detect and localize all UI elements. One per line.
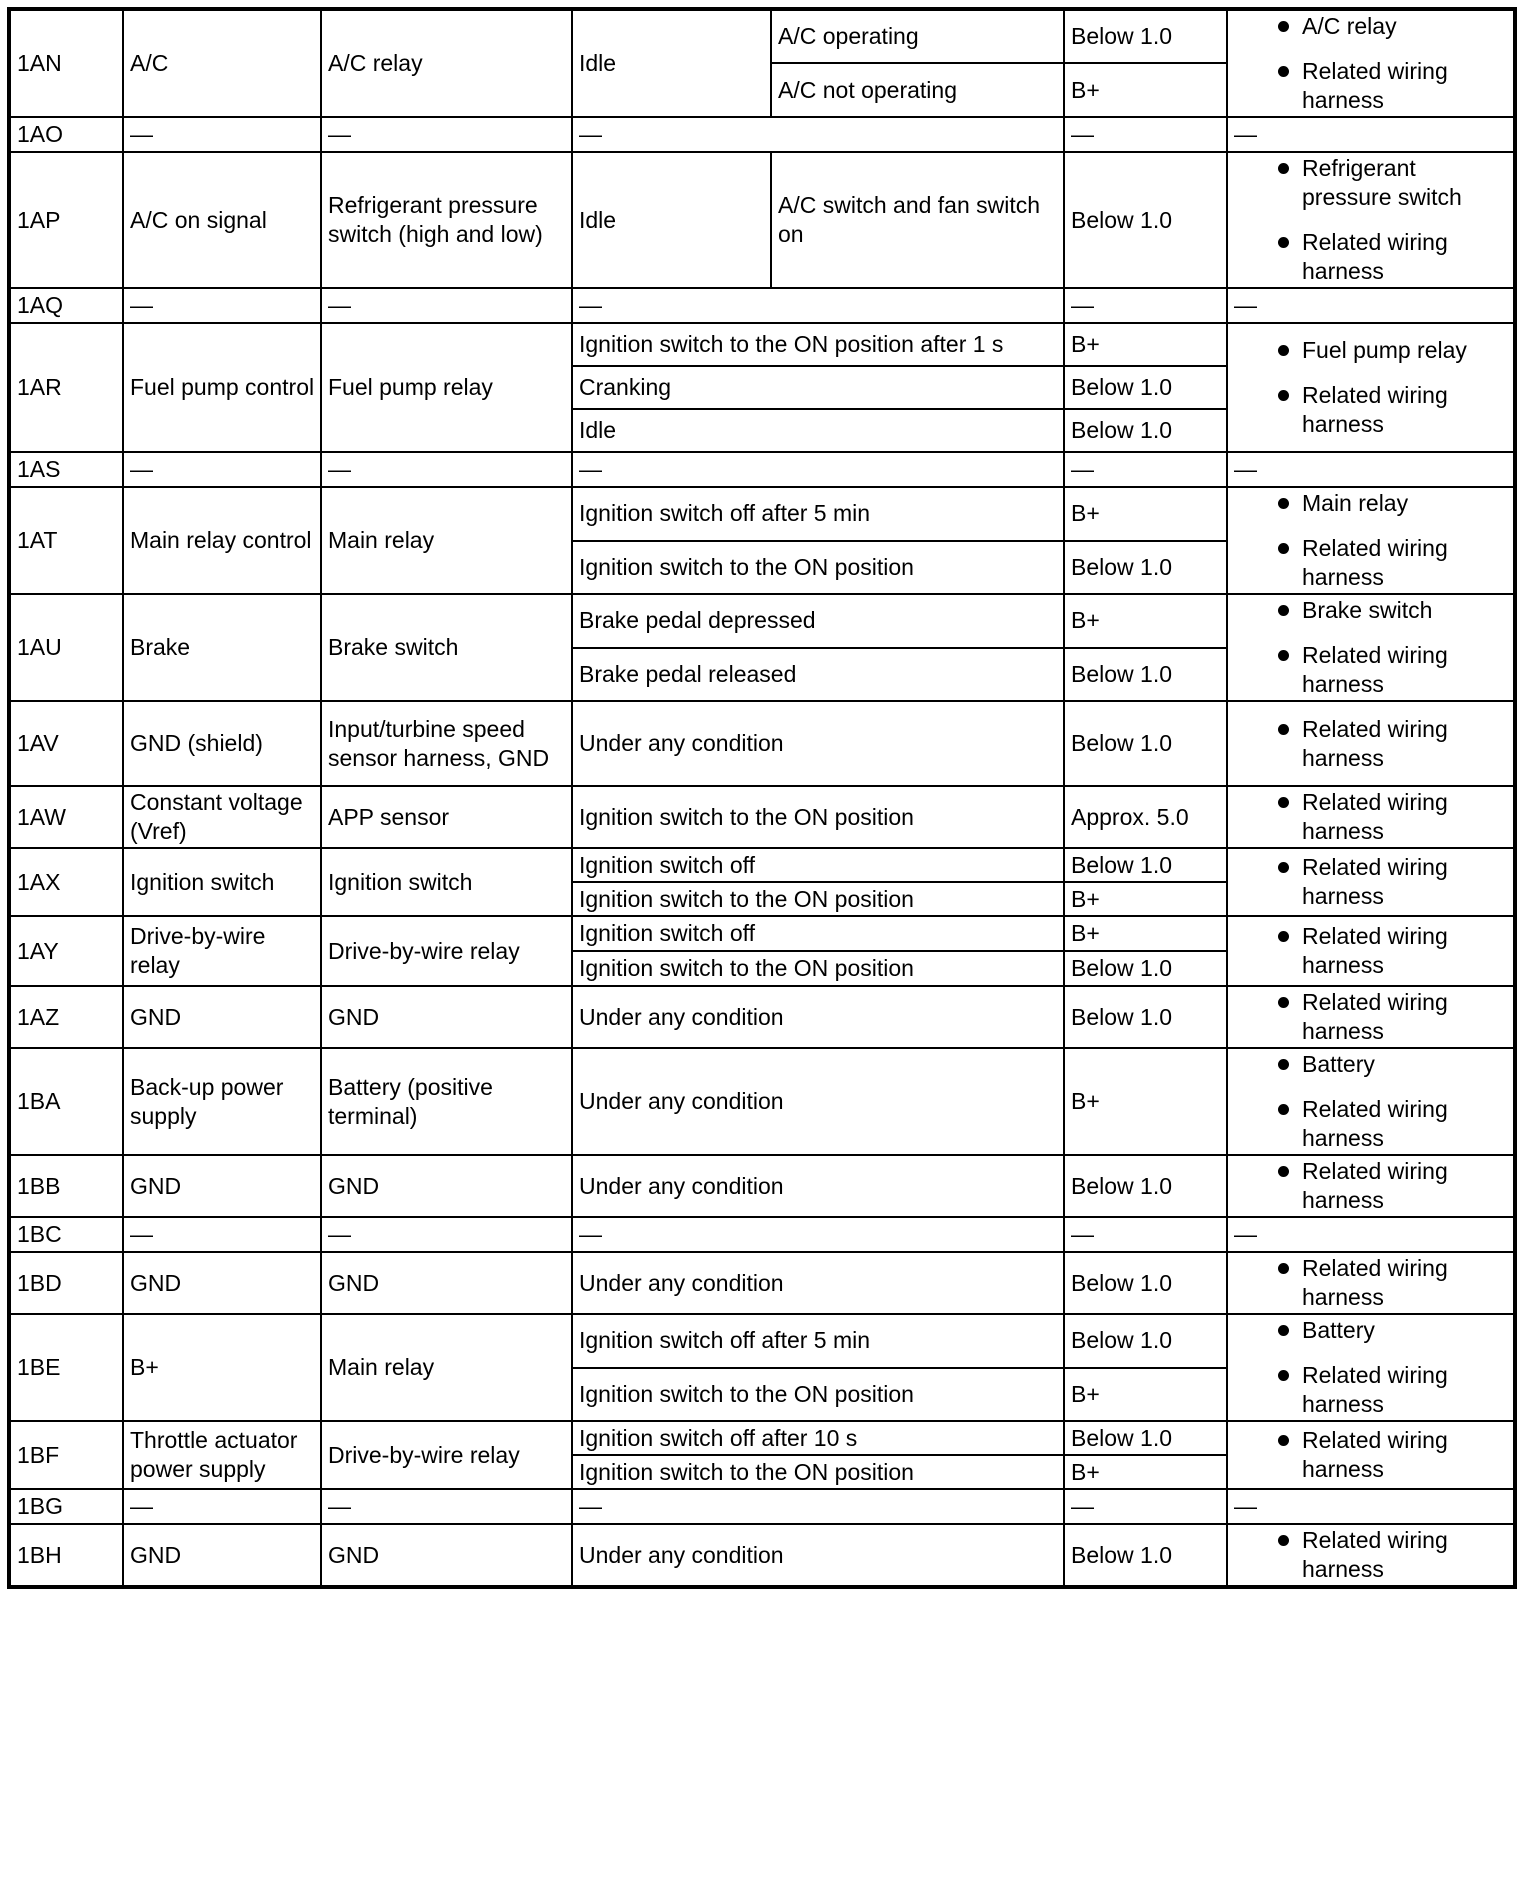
connected-to-cell: Input/turbine speed sensor harness, GND <box>321 701 572 786</box>
voltage-cell: B+ <box>1064 487 1227 541</box>
condition-cell: A/C not operating <box>771 63 1064 117</box>
inspection-item-cell <box>1227 1155 1515 1217</box>
condition-cell: Brake pedal depressed <box>572 594 1064 648</box>
connected-cell-empty: — <box>321 288 572 323</box>
terminal-cell: 1BF <box>9 1421 123 1489</box>
voltage-cell: Below 1.0 <box>1064 951 1227 986</box>
voltage-cell: Below 1.0 <box>1064 848 1227 882</box>
condition-cell: Brake pedal released <box>572 648 1064 702</box>
signal-cell-empty: — <box>123 1217 321 1252</box>
table-body <box>9 9 1515 1587</box>
inspection-list <box>1234 1526 1508 1584</box>
condition-cell: Ignition switch off after 5 min <box>572 487 1064 541</box>
condition-cell-empty: — <box>572 117 1064 152</box>
condition-cell: Ignition switch to the ON position <box>572 882 1064 916</box>
terminal-cell: 1BC <box>9 1217 123 1252</box>
voltage-cell: B+ <box>1064 594 1227 648</box>
connected-cell-empty: — <box>321 1489 572 1524</box>
terminal-cell: 1AY <box>9 916 123 986</box>
table-row <box>9 1421 1515 1455</box>
table-row <box>9 1314 1515 1368</box>
inspection-cell-empty: — <box>1227 1217 1515 1252</box>
inspection-list <box>1234 715 1508 773</box>
condition-cell: Ignition switch to the ON position <box>572 951 1064 986</box>
condition-cell: Ignition switch to the ON position after 1 s <box>572 323 1064 366</box>
connected-to-cell: Main relay <box>321 1314 572 1421</box>
table-row <box>9 701 1515 786</box>
terminal-cell: 1AX <box>9 848 123 916</box>
inspection-item-cell <box>1227 594 1515 701</box>
condition-cell: A/C operating <box>771 9 1064 63</box>
inspection-list-item: Related wiring harness <box>1234 922 1508 980</box>
condition-cell: Ignition switch off after 10 s <box>572 1421 1064 1455</box>
condition-cell: Ignition switch to the ON position <box>572 541 1064 595</box>
signal-cell: Back-up power supply <box>123 1048 321 1155</box>
signal-cell: Fuel pump control <box>123 323 321 452</box>
inspection-cell-empty: — <box>1227 288 1515 323</box>
inspection-item-cell <box>1227 1314 1515 1421</box>
inspection-cell-empty: — <box>1227 452 1515 487</box>
condition-cell: Ignition switch to the ON position <box>572 1455 1064 1489</box>
condition-cell-empty: — <box>572 288 1064 323</box>
voltage-cell: Below 1.0 <box>1064 1252 1227 1314</box>
voltage-cell-empty: — <box>1064 1217 1227 1252</box>
connected-to-cell: A/C relay <box>321 9 572 117</box>
inspection-item-cell <box>1227 1421 1515 1489</box>
voltage-cell: B+ <box>1064 323 1227 366</box>
terminal-cell: 1AW <box>9 786 123 848</box>
terminal-cell: 1BE <box>9 1314 123 1421</box>
table-row <box>9 848 1515 882</box>
condition-cell: A/C switch and fan switch on <box>771 152 1064 288</box>
voltage-cell: B+ <box>1064 916 1227 951</box>
terminal-cell: 1BG <box>9 1489 123 1524</box>
signal-cell: A/C on signal <box>123 152 321 288</box>
terminal-cell: 1AS <box>9 452 123 487</box>
connected-to-cell: Ignition switch <box>321 848 572 916</box>
terminal-cell: 1AZ <box>9 986 123 1048</box>
inspection-list <box>1234 596 1508 699</box>
inspection-list <box>1234 1050 1508 1153</box>
condition-cell: Under any condition <box>572 1524 1064 1587</box>
condition-cell: Ignition switch off after 5 min <box>572 1314 1064 1368</box>
signal-cell: Brake <box>123 594 321 701</box>
connected-to-cell: Drive-by-wire relay <box>321 1421 572 1489</box>
voltage-cell: Below 1.0 <box>1064 366 1227 409</box>
inspection-item-cell <box>1227 786 1515 848</box>
signal-cell: GND (shield) <box>123 701 321 786</box>
table-row <box>9 452 1515 487</box>
table-row <box>9 9 1515 63</box>
signal-cell-empty: — <box>123 1489 321 1524</box>
inspection-item-cell <box>1227 701 1515 786</box>
voltage-cell: B+ <box>1064 1048 1227 1155</box>
inspection-list-item: Main relay <box>1234 489 1508 518</box>
table-row <box>9 1252 1515 1314</box>
connected-to-cell: GND <box>321 1155 572 1217</box>
inspection-list <box>1234 489 1508 592</box>
condition-cell-empty: — <box>572 452 1064 487</box>
table-row <box>9 288 1515 323</box>
inspection-list-item: Fuel pump relay <box>1234 336 1508 365</box>
condition-cell: Under any condition <box>572 986 1064 1048</box>
inspection-item-cell <box>1227 1252 1515 1314</box>
table-row <box>9 594 1515 648</box>
connected-to-cell: GND <box>321 986 572 1048</box>
inspection-list <box>1234 154 1508 286</box>
connected-to-cell: Battery (positive terminal) <box>321 1048 572 1155</box>
condition-cell-empty: — <box>572 1217 1064 1252</box>
inspection-list-item: A/C relay <box>1234 12 1508 41</box>
table-row <box>9 1048 1515 1155</box>
terminal-voltage-table-page <box>7 7 1517 1589</box>
voltage-cell-empty: — <box>1064 452 1227 487</box>
table-row <box>9 916 1515 951</box>
inspection-list-item: Related wiring harness <box>1234 228 1508 286</box>
signal-cell: GND <box>123 1155 321 1217</box>
condition-cell: Under any condition <box>572 1155 1064 1217</box>
inspection-list-item: Related wiring harness <box>1234 1361 1508 1419</box>
condition-cell: Ignition switch off <box>572 916 1064 951</box>
inspection-list-item: Brake switch <box>1234 596 1508 625</box>
inspection-list <box>1234 336 1508 439</box>
condition-main-cell: Idle <box>572 9 771 117</box>
inspection-list-item: Battery <box>1234 1316 1508 1345</box>
signal-cell: Main relay control <box>123 487 321 594</box>
inspection-cell-empty: — <box>1227 117 1515 152</box>
terminal-cell: 1AV <box>9 701 123 786</box>
inspection-list-item: Related wiring harness <box>1234 1426 1508 1484</box>
terminal-cell: 1AP <box>9 152 123 288</box>
signal-cell: GND <box>123 986 321 1048</box>
voltage-cell-empty: — <box>1064 117 1227 152</box>
table-row <box>9 1217 1515 1252</box>
inspection-list-item: Related wiring harness <box>1234 988 1508 1046</box>
condition-cell: Ignition switch to the ON position <box>572 786 1064 848</box>
condition-cell: Idle <box>572 409 1064 452</box>
table-row <box>9 323 1515 366</box>
condition-cell: Ignition switch off <box>572 848 1064 882</box>
signal-cell: Throttle actuator power supply <box>123 1421 321 1489</box>
inspection-item-cell <box>1227 1048 1515 1155</box>
table-row <box>9 117 1515 152</box>
voltage-cell: Approx. 5.0 <box>1064 786 1227 848</box>
inspection-list-item: Related wiring harness <box>1234 715 1508 773</box>
terminal-cell: 1BB <box>9 1155 123 1217</box>
signal-cell: A/C <box>123 9 321 117</box>
voltage-cell: Below 1.0 <box>1064 9 1227 63</box>
connected-to-cell: GND <box>321 1252 572 1314</box>
terminal-cell: 1BH <box>9 1524 123 1587</box>
table-row <box>9 487 1515 541</box>
voltage-cell: Below 1.0 <box>1064 152 1227 288</box>
terminal-cell: 1BA <box>9 1048 123 1155</box>
inspection-list-item: Battery <box>1234 1050 1508 1079</box>
terminal-cell: 1AN <box>9 9 123 117</box>
condition-cell: Ignition switch to the ON position <box>572 1368 1064 1422</box>
table-row <box>9 786 1515 848</box>
inspection-item-cell <box>1227 323 1515 452</box>
connected-to-cell: GND <box>321 1524 572 1587</box>
inspection-list-item: Related wiring harness <box>1234 1157 1508 1215</box>
signal-cell: B+ <box>123 1314 321 1421</box>
inspection-list-item: Related wiring harness <box>1234 534 1508 592</box>
terminal-voltage-table <box>7 7 1517 1589</box>
signal-cell: GND <box>123 1252 321 1314</box>
voltage-cell: Below 1.0 <box>1064 1421 1227 1455</box>
inspection-list-item: Related wiring harness <box>1234 57 1508 115</box>
inspection-list <box>1234 853 1508 911</box>
voltage-cell: Below 1.0 <box>1064 701 1227 786</box>
inspection-item-cell <box>1227 1524 1515 1587</box>
signal-cell-empty: — <box>123 117 321 152</box>
connected-to-cell: Brake switch <box>321 594 572 701</box>
inspection-list-item: Related wiring harness <box>1234 853 1508 911</box>
terminal-cell: 1AR <box>9 323 123 452</box>
inspection-item-cell <box>1227 152 1515 288</box>
connected-cell-empty: — <box>321 452 572 487</box>
table-row <box>9 152 1515 288</box>
terminal-cell: 1AQ <box>9 288 123 323</box>
voltage-cell: Below 1.0 <box>1064 1155 1227 1217</box>
voltage-cell-empty: — <box>1064 288 1227 323</box>
inspection-list <box>1234 1316 1508 1419</box>
inspection-cell-empty: — <box>1227 1489 1515 1524</box>
condition-cell: Cranking <box>572 366 1064 409</box>
voltage-cell: Below 1.0 <box>1064 1314 1227 1368</box>
inspection-list-item: Related wiring harness <box>1234 641 1508 699</box>
signal-cell: Drive-by-wire relay <box>123 916 321 986</box>
inspection-list <box>1234 1157 1508 1215</box>
voltage-cell: B+ <box>1064 1455 1227 1489</box>
connected-cell-empty: — <box>321 1217 572 1252</box>
condition-main-cell: Idle <box>572 152 771 288</box>
inspection-item-cell <box>1227 916 1515 986</box>
inspection-item-cell <box>1227 487 1515 594</box>
terminal-cell: 1AO <box>9 117 123 152</box>
voltage-cell: Below 1.0 <box>1064 409 1227 452</box>
connected-to-cell: Refrigerant pressure switch (high and low) <box>321 152 572 288</box>
terminal-cell: 1BD <box>9 1252 123 1314</box>
voltage-cell: Below 1.0 <box>1064 541 1227 595</box>
terminal-cell: 1AU <box>9 594 123 701</box>
inspection-list-item: Refrigerant pressure switch <box>1234 154 1508 212</box>
inspection-list <box>1234 988 1508 1046</box>
condition-cell: Under any condition <box>572 1048 1064 1155</box>
condition-cell: Under any condition <box>572 701 1064 786</box>
inspection-list <box>1234 1254 1508 1312</box>
inspection-list-item: Related wiring harness <box>1234 1254 1508 1312</box>
signal-cell-empty: — <box>123 452 321 487</box>
inspection-item-cell <box>1227 9 1515 117</box>
table-row <box>9 1524 1515 1587</box>
connected-to-cell: Drive-by-wire relay <box>321 916 572 986</box>
voltage-cell: B+ <box>1064 1368 1227 1422</box>
condition-cell: Under any condition <box>572 1252 1064 1314</box>
inspection-item-cell <box>1227 986 1515 1048</box>
voltage-cell: Below 1.0 <box>1064 1524 1227 1587</box>
connected-cell-empty: — <box>321 117 572 152</box>
inspection-list <box>1234 788 1508 846</box>
voltage-cell: Below 1.0 <box>1064 986 1227 1048</box>
inspection-list-item: Related wiring harness <box>1234 1095 1508 1153</box>
inspection-list <box>1234 922 1508 980</box>
inspection-list-item: Related wiring harness <box>1234 1526 1508 1584</box>
inspection-list <box>1234 12 1508 115</box>
connected-to-cell: Fuel pump relay <box>321 323 572 452</box>
signal-cell-empty: — <box>123 288 321 323</box>
terminal-cell: 1AT <box>9 487 123 594</box>
voltage-cell: B+ <box>1064 63 1227 117</box>
table-row <box>9 1489 1515 1524</box>
inspection-item-cell <box>1227 848 1515 916</box>
inspection-list-item: Related wiring harness <box>1234 381 1508 439</box>
voltage-cell: B+ <box>1064 882 1227 916</box>
inspection-list-item: Related wiring harness <box>1234 788 1508 846</box>
connected-to-cell: APP sensor <box>321 786 572 848</box>
signal-cell: GND <box>123 1524 321 1587</box>
connected-to-cell: Main relay <box>321 487 572 594</box>
voltage-cell: Below 1.0 <box>1064 648 1227 702</box>
signal-cell: Constant voltage (Vref) <box>123 786 321 848</box>
table-row <box>9 1155 1515 1217</box>
table-row <box>9 986 1515 1048</box>
signal-cell: Ignition switch <box>123 848 321 916</box>
condition-cell-empty: — <box>572 1489 1064 1524</box>
inspection-list <box>1234 1426 1508 1484</box>
voltage-cell-empty: — <box>1064 1489 1227 1524</box>
